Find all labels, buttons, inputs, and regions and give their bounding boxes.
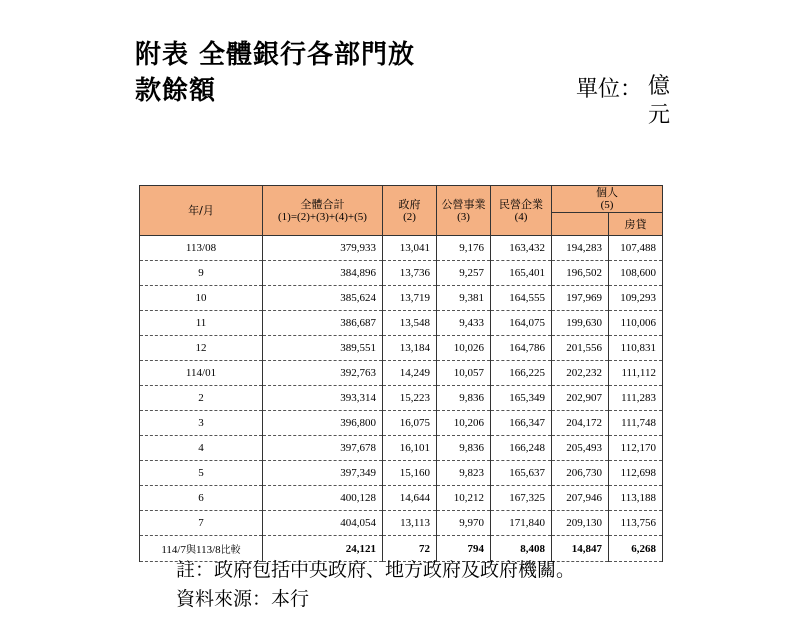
cell-priv: 166,225	[491, 361, 552, 386]
row-period: 6	[140, 486, 263, 511]
cell-total: 386,687	[263, 311, 383, 336]
comparison-house: 6,268	[609, 536, 663, 562]
header-individual-no: (5)	[600, 199, 614, 211]
header-government	[383, 186, 437, 236]
header-private-enterprise-no: (4)	[514, 210, 528, 223]
row-period: 113/08	[140, 236, 263, 261]
header-individual-spacer	[552, 213, 609, 236]
cell-gov: 16,075	[383, 411, 437, 436]
table-row	[140, 261, 663, 286]
cell-ind: 202,232	[552, 361, 609, 386]
cell-ind: 204,172	[552, 411, 609, 436]
header-individual-label: 個人	[596, 186, 618, 199]
cell-pub: 9,257	[437, 261, 491, 286]
document-title-line1: 附表 全體銀行各部門放	[135, 40, 416, 70]
cell-priv: 166,248	[491, 436, 552, 461]
table-row	[140, 411, 663, 436]
comparison-label: 比較	[220, 545, 241, 556]
header-public-enterprise	[437, 186, 491, 236]
row-period: 9	[140, 261, 263, 286]
table-row	[140, 461, 663, 486]
row-period: 12	[140, 336, 263, 361]
cell-house: 110,006	[609, 311, 663, 336]
header-government-label: 政府	[398, 197, 421, 211]
unit-label: 單位：	[576, 77, 643, 102]
comparison-yu: 與	[186, 545, 196, 556]
row-period: 10	[140, 286, 263, 311]
cell-ind: 197,969	[552, 286, 609, 311]
cell-priv: 164,786	[491, 336, 552, 361]
cell-gov: 14,249	[383, 361, 437, 386]
cell-priv: 164,555	[491, 286, 552, 311]
cell-priv: 164,075	[491, 311, 552, 336]
source-note: 資料來源：本行	[176, 588, 310, 610]
header-individual	[552, 186, 663, 213]
cell-house: 113,188	[609, 486, 663, 511]
header-total-formula: (1)=(2)+(3)+(4)+(5)	[278, 210, 367, 223]
header-public-enterprise-no: (3)	[457, 210, 470, 223]
cell-pub: 9,970	[437, 511, 491, 536]
cell-house: 111,748	[609, 411, 663, 436]
cell-pub: 9,836	[437, 386, 491, 411]
cell-pub: 10,057	[437, 361, 491, 386]
cell-priv: 165,637	[491, 461, 552, 486]
cell-pub: 10,206	[437, 411, 491, 436]
cell-priv: 166,347	[491, 411, 552, 436]
footnote: 註：政府包括中央政府、地方政府及政府機關。	[176, 559, 576, 581]
cell-pub: 10,026	[437, 336, 491, 361]
cell-pub: 9,176	[437, 236, 491, 261]
cell-gov: 15,223	[383, 386, 437, 411]
row-period: 11	[140, 311, 263, 336]
cell-gov: 13,184	[383, 336, 437, 361]
cell-gov: 13,736	[383, 261, 437, 286]
cell-total: 400,128	[263, 486, 383, 511]
cell-gov: 16,101	[383, 436, 437, 461]
cell-pub: 9,836	[437, 436, 491, 461]
cell-gov: 14,644	[383, 486, 437, 511]
cell-house: 111,283	[609, 386, 663, 411]
cell-ind: 201,556	[552, 336, 609, 361]
table-row	[140, 361, 663, 386]
cell-total: 393,314	[263, 386, 383, 411]
table-row	[140, 311, 663, 336]
cell-total: 404,054	[263, 511, 383, 536]
cell-ind: 196,502	[552, 261, 609, 286]
header-private-enterprise	[491, 186, 552, 236]
cell-pub: 9,823	[437, 461, 491, 486]
cell-priv: 165,401	[491, 261, 552, 286]
comparison-period-b: 113/8	[196, 544, 221, 556]
cell-house: 110,831	[609, 336, 663, 361]
table-row	[140, 436, 663, 461]
cell-total: 384,896	[263, 261, 383, 286]
cell-ind: 202,907	[552, 386, 609, 411]
cell-priv: 165,349	[491, 386, 552, 411]
row-period: 2	[140, 386, 263, 411]
cell-gov: 13,041	[383, 236, 437, 261]
table-row	[140, 286, 663, 311]
comparison-pub: 794	[437, 536, 491, 562]
cell-house: 107,488	[609, 236, 663, 261]
table-row	[140, 336, 663, 361]
cell-ind: 209,130	[552, 511, 609, 536]
document-title-line2: 款餘額	[135, 76, 217, 106]
comparison-total: 24,121	[263, 536, 383, 562]
cell-total: 389,551	[263, 336, 383, 361]
table-row	[140, 236, 663, 261]
cell-ind: 206,730	[552, 461, 609, 486]
header-total-label: 全體合計	[300, 197, 345, 211]
table-row	[140, 386, 663, 411]
header-private-enterprise-label: 民營企業	[499, 197, 543, 211]
cell-ind: 199,630	[552, 311, 609, 336]
header-total	[263, 186, 383, 236]
header-public-enterprise-label: 公營事業	[441, 197, 486, 211]
header-housing: 房貸	[609, 213, 663, 236]
unit-value: 億元	[648, 74, 671, 128]
cell-gov: 13,113	[383, 511, 437, 536]
row-period: 3	[140, 411, 263, 436]
row-period: 5	[140, 461, 263, 486]
cell-priv: 171,840	[491, 511, 552, 536]
cell-total: 397,678	[263, 436, 383, 461]
comparison-ind: 14,847	[552, 536, 609, 562]
cell-house: 109,293	[609, 286, 663, 311]
cell-priv: 163,432	[491, 236, 552, 261]
comparison-period-a: 114/7	[161, 544, 186, 556]
cell-priv: 167,325	[491, 486, 552, 511]
row-period: 4	[140, 436, 263, 461]
comparison-gov: 72	[383, 536, 437, 562]
cell-pub: 10,212	[437, 486, 491, 511]
cell-ind: 205,493	[552, 436, 609, 461]
cell-gov: 15,160	[383, 461, 437, 486]
header-period: 年/月	[140, 186, 263, 236]
cell-total: 385,624	[263, 286, 383, 311]
table-row	[140, 511, 663, 536]
cell-gov: 13,548	[383, 311, 437, 336]
row-period: 114/01	[140, 361, 263, 386]
comparison-priv: 8,408	[491, 536, 552, 562]
row-period: 7	[140, 511, 263, 536]
cell-house: 113,756	[609, 511, 663, 536]
loan-balance-table	[139, 185, 663, 562]
header-government-no: (2)	[403, 210, 416, 223]
cell-ind: 207,946	[552, 486, 609, 511]
table-row	[140, 486, 663, 511]
cell-house: 108,600	[609, 261, 663, 286]
cell-house: 112,698	[609, 461, 663, 486]
cell-pub: 9,433	[437, 311, 491, 336]
cell-house: 111,112	[609, 361, 663, 386]
cell-total: 392,763	[263, 361, 383, 386]
cell-ind: 194,283	[552, 236, 609, 261]
cell-house: 112,170	[609, 436, 663, 461]
cell-total: 379,933	[263, 236, 383, 261]
cell-gov: 13,719	[383, 286, 437, 311]
cell-total: 396,800	[263, 411, 383, 436]
cell-total: 397,349	[263, 461, 383, 486]
cell-pub: 9,381	[437, 286, 491, 311]
